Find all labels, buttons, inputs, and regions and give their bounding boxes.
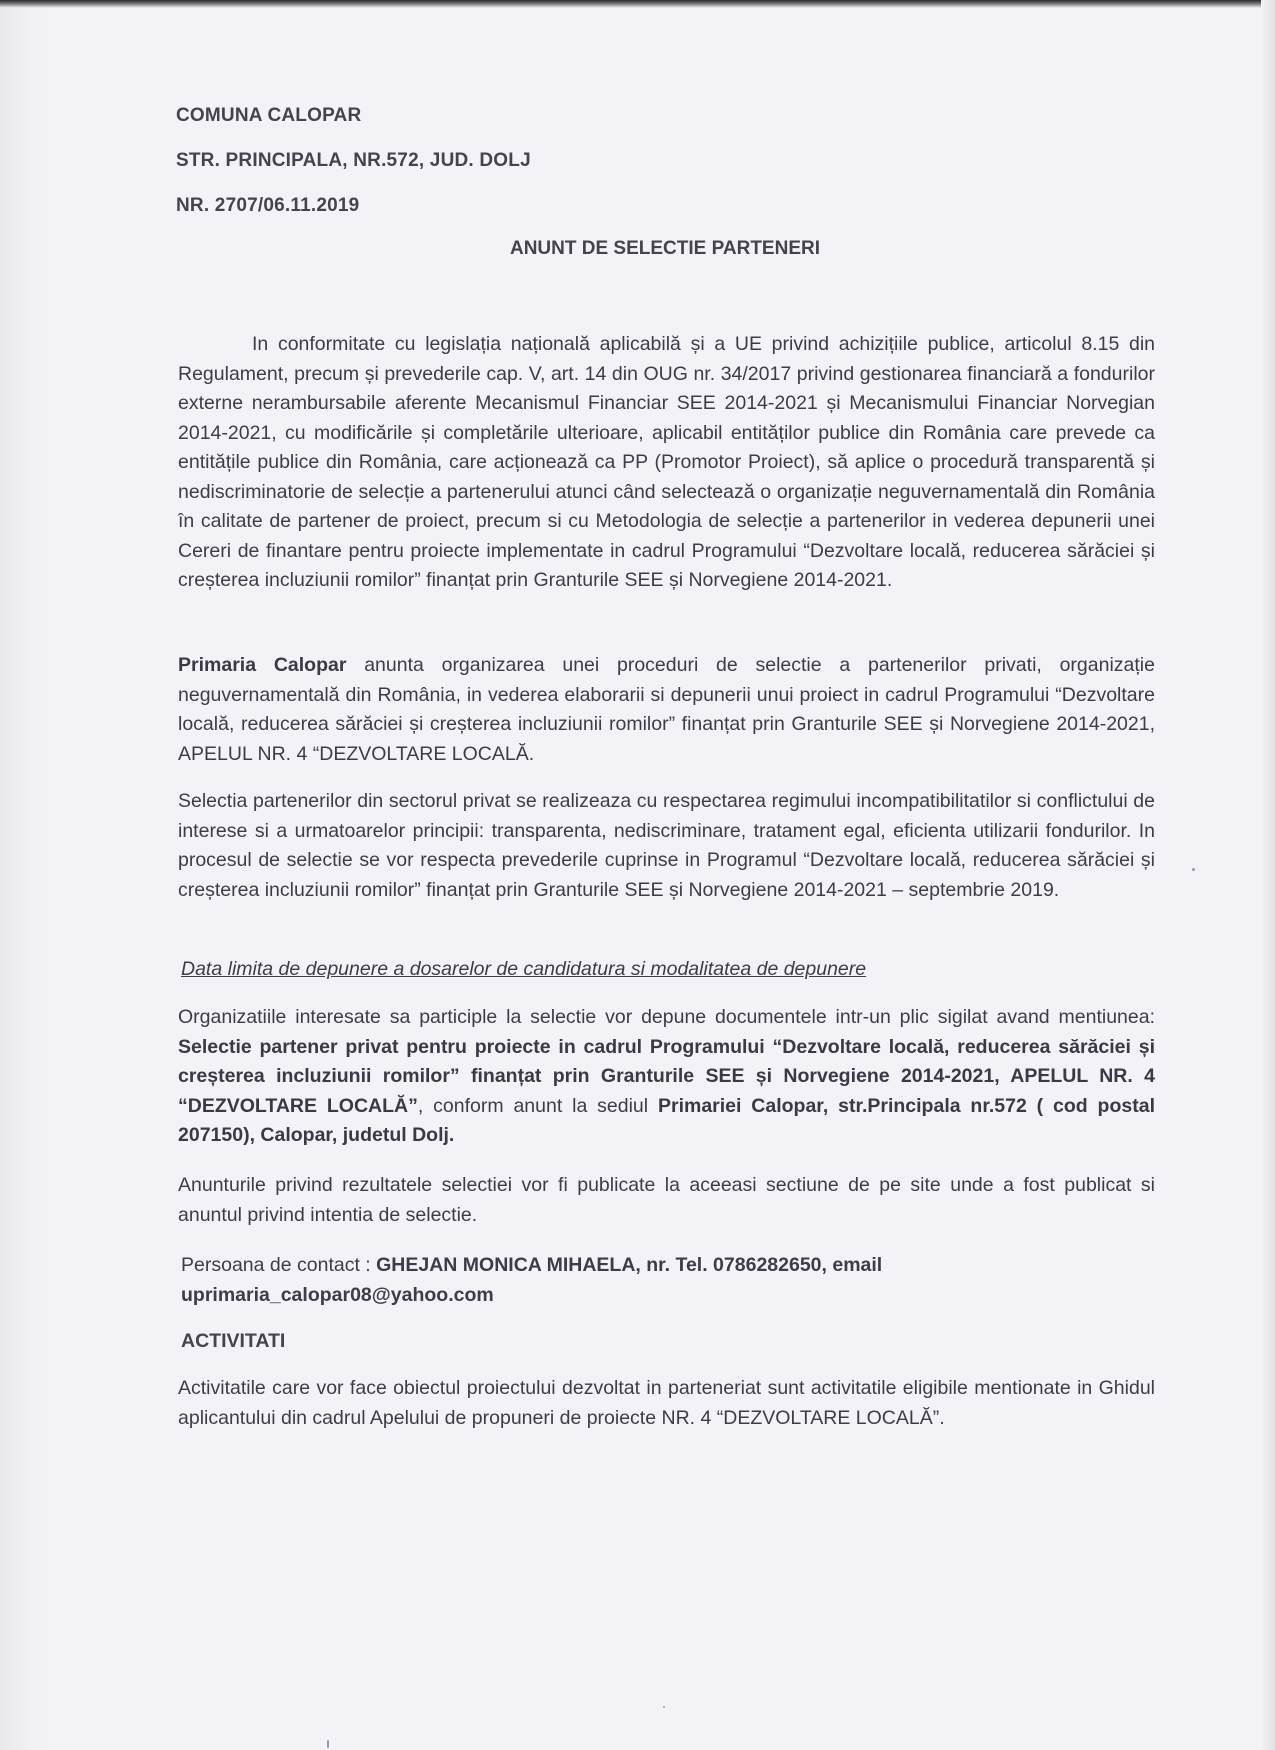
- paragraph-legal-basis: [178, 330, 1155, 596]
- document-title: ANUNT DE SELECTIE PARTENERI: [509, 238, 820, 259]
- paragraph-results: Anunturile privind rezultatele selectiei vor fi publicate la aceeasi sectiune de pe site unde a fost publicat si anuntul privind intentia de selectie.: [178, 1174, 1155, 1226]
- paragraph-submission: [178, 1003, 1155, 1151]
- paragraph-announcement: [178, 651, 1155, 769]
- submission-text-2: , conform anunt la sediul: [417, 1094, 658, 1117]
- deadline-heading: Data limita de depunere a dosarelor de candidatura si modalitatea de depunere: [181, 958, 867, 980]
- paragraph-selection-principles: Selectia partenerilor din sectorul privat se realizeaza cu respectarea regimului incompatibilitatilor si conflictului de interese si a urmatoarelor principii: transparenta, nediscriminare, tratament egal, eficienta utilizarii fondurilor. In procesul de selectie se vor respecta prevederile cuprinse in Programul “Dezvoltare locală, reducerea sărăciei și creșterea incluziunii romilor” finanțat prin Granturile SEE și Norvegiene 2014-2021 – septembrie 2019.: [178, 790, 1155, 901]
- contact-email: uprimaria_calopar08@yahoo.com: [181, 1284, 494, 1306]
- paragraph-announcement-text: anunta organizarea unei proceduri de selectie a partenerilor privati, organizație neguvernamentală din România, in vederea elaborarii si depunerii unui proiect in cadrul Programului “Dezvoltare locală, reducerea sărăciei și creșterea incluziunii romilor” finanțat prin Granturile SEE și Norvegiene 2014-2021, APELUL NR. 4 “DEZVOLTARE LOCALĂ.: [178, 654, 1155, 765]
- contact-block: [181, 1250, 882, 1310]
- activities-heading: ACTIVITATI: [181, 1330, 286, 1352]
- header-commune: COMUNA CALOPAR: [176, 105, 362, 126]
- header-registration-number: NR. 2707/06.11.2019: [176, 195, 360, 216]
- scan-speck: [327, 1740, 329, 1748]
- contact-name-phone: GHEJAN MONICA MIHAELA, nr. Tel. 0786282650, email: [376, 1254, 883, 1276]
- scan-shadow-left: [0, 0, 44, 1750]
- scan-speck: [663, 1706, 665, 1708]
- scan-speck: [1192, 868, 1195, 871]
- scan-shadow-right: [1261, 0, 1275, 1750]
- issuer-name: Primaria Calopar: [178, 654, 347, 676]
- scan-shadow-top: [0, 0, 1275, 8]
- contact-line: [181, 1250, 882, 1280]
- submission-mention: Selectie partener privat pentru proiecte in cadrul Programului “Dezvoltare locală, reducerea sărăciei și creșterea incluziunii romilor” finanțat prin Granturile SEE și Norvegiene 2014-2021, APELUL NR. 4 “DEZVOLTARE LOCALĂ”: [178, 1035, 1155, 1117]
- paragraph-legal-basis-text: In conformitate cu legislația națională aplicabilă și a UE privind achizițiile publice, articolul 8.15 din Regulament, precum și prevederile cap. V, art. 14 din OUG nr. 34/2017 privind gestionarea financiară a fondurilor externe nerambursabile aferente Mecanismul Financiar SEE 2014-2021 și Mecanismului Financiar Norvegian 2014-2021, cu modificările și completările ulterioare, aplicabil entităților publice din România care prevede ca entitățile publice din România, care acționează ca PP (Promotor Proiect), să aplice o procedură transparentă și nediscriminatorie de selecție a partenerului atunci când selectează o organizație neguvernamentală din România în calitate de partener de proiect, precum si cu Metodologia de selecție a partenerilor in vederea depunerii unei Cereri de finantare pentru proiecte implementate in cadrul Programului “Dezvoltare locală, reducerea sărăciei și creșterea incluziunii romilor” finanțat prin Granturile SEE și Norvegiene 2014-2021.: [178, 333, 1155, 591]
- header-address: STR. PRINCIPALA, NR.572, JUD. DOLJ: [176, 150, 531, 171]
- submission-address: Primariei Calopar, str.Principala nr.572 ( cod postal 207150), Calopar, judetul Dolj.: [178, 1094, 1155, 1146]
- submission-text-1: Organizatiile interesate sa participle la selectie vor depune documentele intr-un plic sigilat avand mentiunea:: [178, 1006, 1155, 1028]
- contact-label: Persoana de contact :: [181, 1254, 377, 1276]
- paragraph-activities: Activitatile care vor face obiectul proiectului dezvoltat in parteneriat sunt activitatile eligibile mentionate in Ghidul aplicantului din cadrul Apelului de propuneri de proiecte NR. 4 “DEZVOLTARE LOCALĂ”.: [178, 1377, 1155, 1429]
